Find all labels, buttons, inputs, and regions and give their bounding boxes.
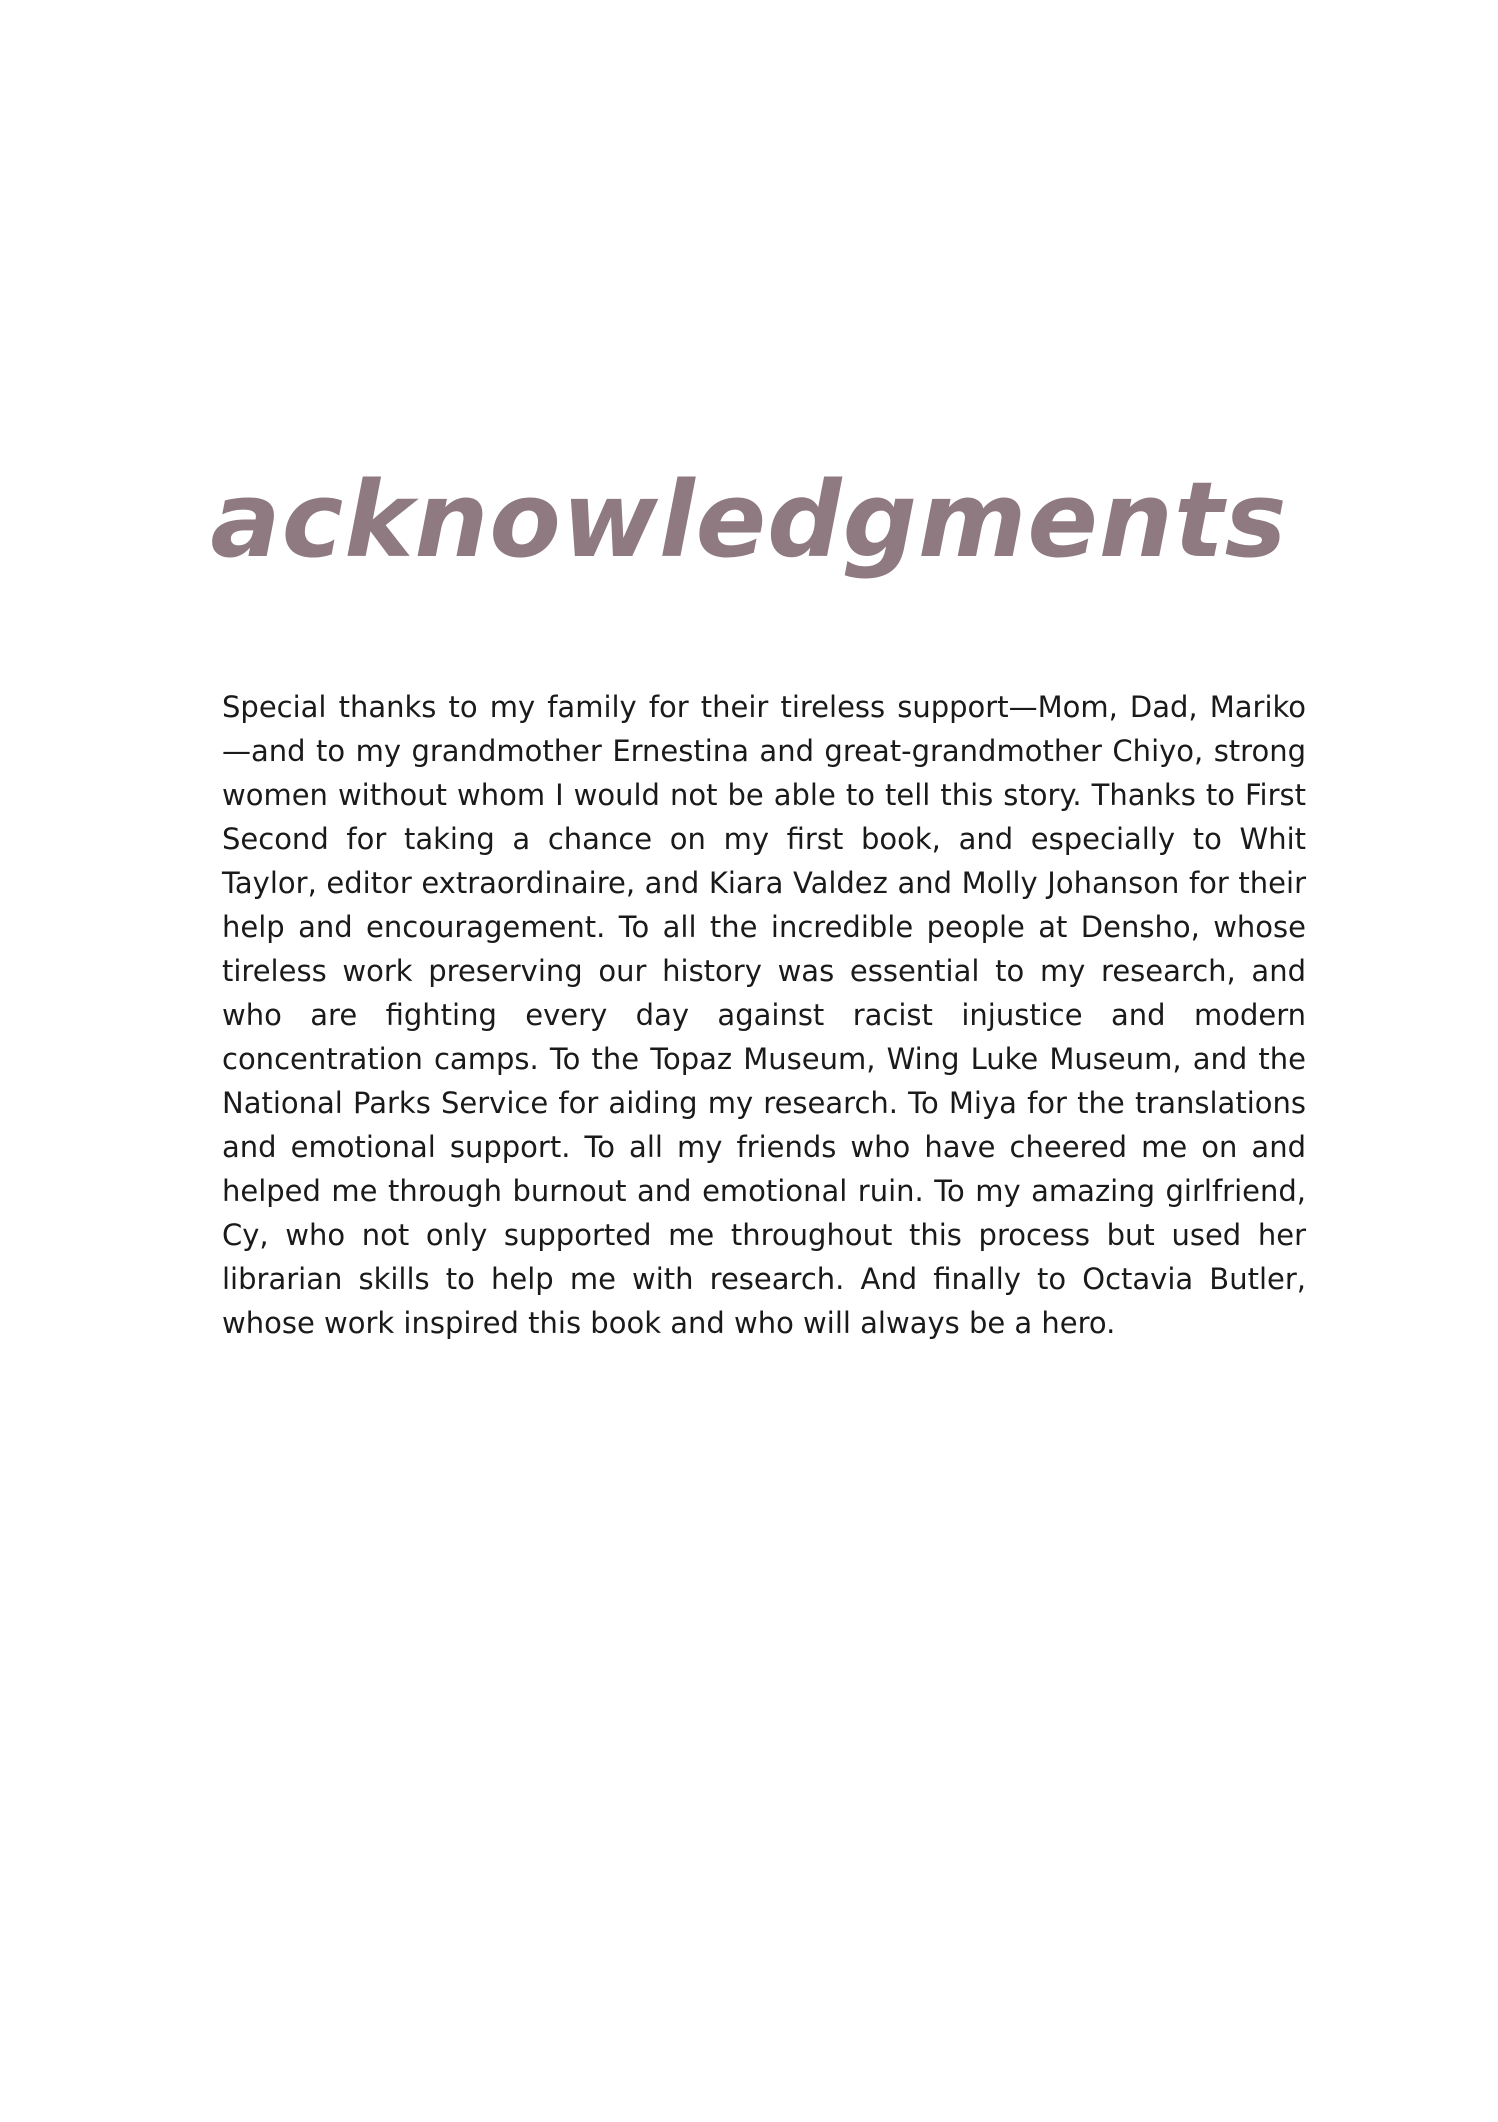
acknowledgments-paragraph: Special thanks to my family for their tireless support—Mom, Dad, Mariko —and to my grandmother Ernestina and great-grandmother Chiyo, strong women without whom I would not be able to tell this story. Thanks to First Second for taking a chance on my first book, and especially to Whit Taylor, editor extraordinaire, and Kiara Valdez and Molly Johanson for their help and encouragement. To all the incredible people at Densho, whose tireless work preserving our history was essential to my research, and who are fighting every day against racist injustice and modern concentration camps. To the Topaz Museum, Wing Luke Museum, and the National Parks Service for aiding my research. To Miya for the translations and emotional support. To all my friends who have cheered me on and helped me through burnout and emotional ruin. To my amazing girlfriend, Cy, who not only supported me throughout this process but used her librarian skills to help me with research. And finally to Octavia Butler, whose work inspired this book and who will always be a hero. (222, 690, 1306, 1340)
page-title: acknowledgments (210, 459, 1288, 581)
